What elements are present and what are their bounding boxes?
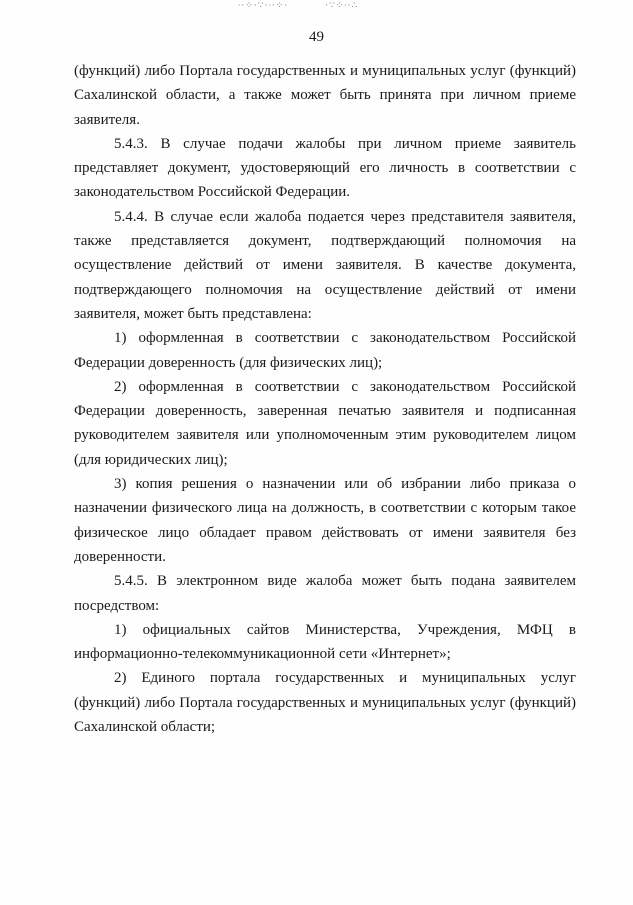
document-body (74, 59, 576, 739)
paragraph-5-4-4: 5.4.4. В случае если жалоба подается через представителя заявителя, также представляется документ, подтверждающий полномочия на осуществление действий от имени заявителя. В качестве документа, подтверждающего полномочия на осуществление действий от имени заявителя, может быть представлена: (74, 208, 576, 322)
list-item-1-power-of-attorney-individuals: 1) оформленная в соответствии с законодательством Российской Федерации доверенность (для физических лиц); (74, 330, 576, 371)
list-item-3-appointment-decision: 3) копия решения о назначении или об избрании либо приказа о назначении физического лица на должность, в соответствии с которым такое физическое лицо обладает правом действовать от имени заявителя без доверенности. (74, 476, 576, 565)
list-item-2-unified-portal: 2) Единого портала государственных и муниципальных услуг (функций) либо Портала государственных и муниципальных услуг (функций) Сахалинской области; (74, 670, 576, 736)
list-item-1-official-sites: 1) официальных сайтов Министерства, Учреждения, МФЦ в информационно-телекоммуникационной сети «Интернет»; (74, 621, 576, 663)
paragraph-5-4-5: 5.4.5. В электронном виде жалоба может быть подана заявителем посредством: (74, 573, 576, 614)
paragraph-continuation: (функций) либо Портала государственных и муниципальных услуг (функций) Сахалинской области, а также может быть принята при личном приеме заявителя. (74, 63, 576, 128)
list-item-2-power-of-attorney-legal-entities: 2) оформленная в соответствии с законодательством Российской Федерации доверенность, заверенная печатью заявителя и подписанная руководителем заявителя или уполномоченным этим руководителем лицом (для юридических лиц); (74, 378, 576, 468)
scan-artifact: ∙·⁘·∵·∙·⁘· (238, 0, 289, 10)
paragraph-5-4-3: 5.4.3. В случае подачи жалобы при личном приеме заявитель представляет документ, удостоверяющий его личность в соответствии с законодательством Российской Федерации. (74, 135, 576, 201)
scan-artifact: ·∵⁘∙·∴ (325, 0, 359, 10)
page-number: 49 (309, 29, 324, 45)
